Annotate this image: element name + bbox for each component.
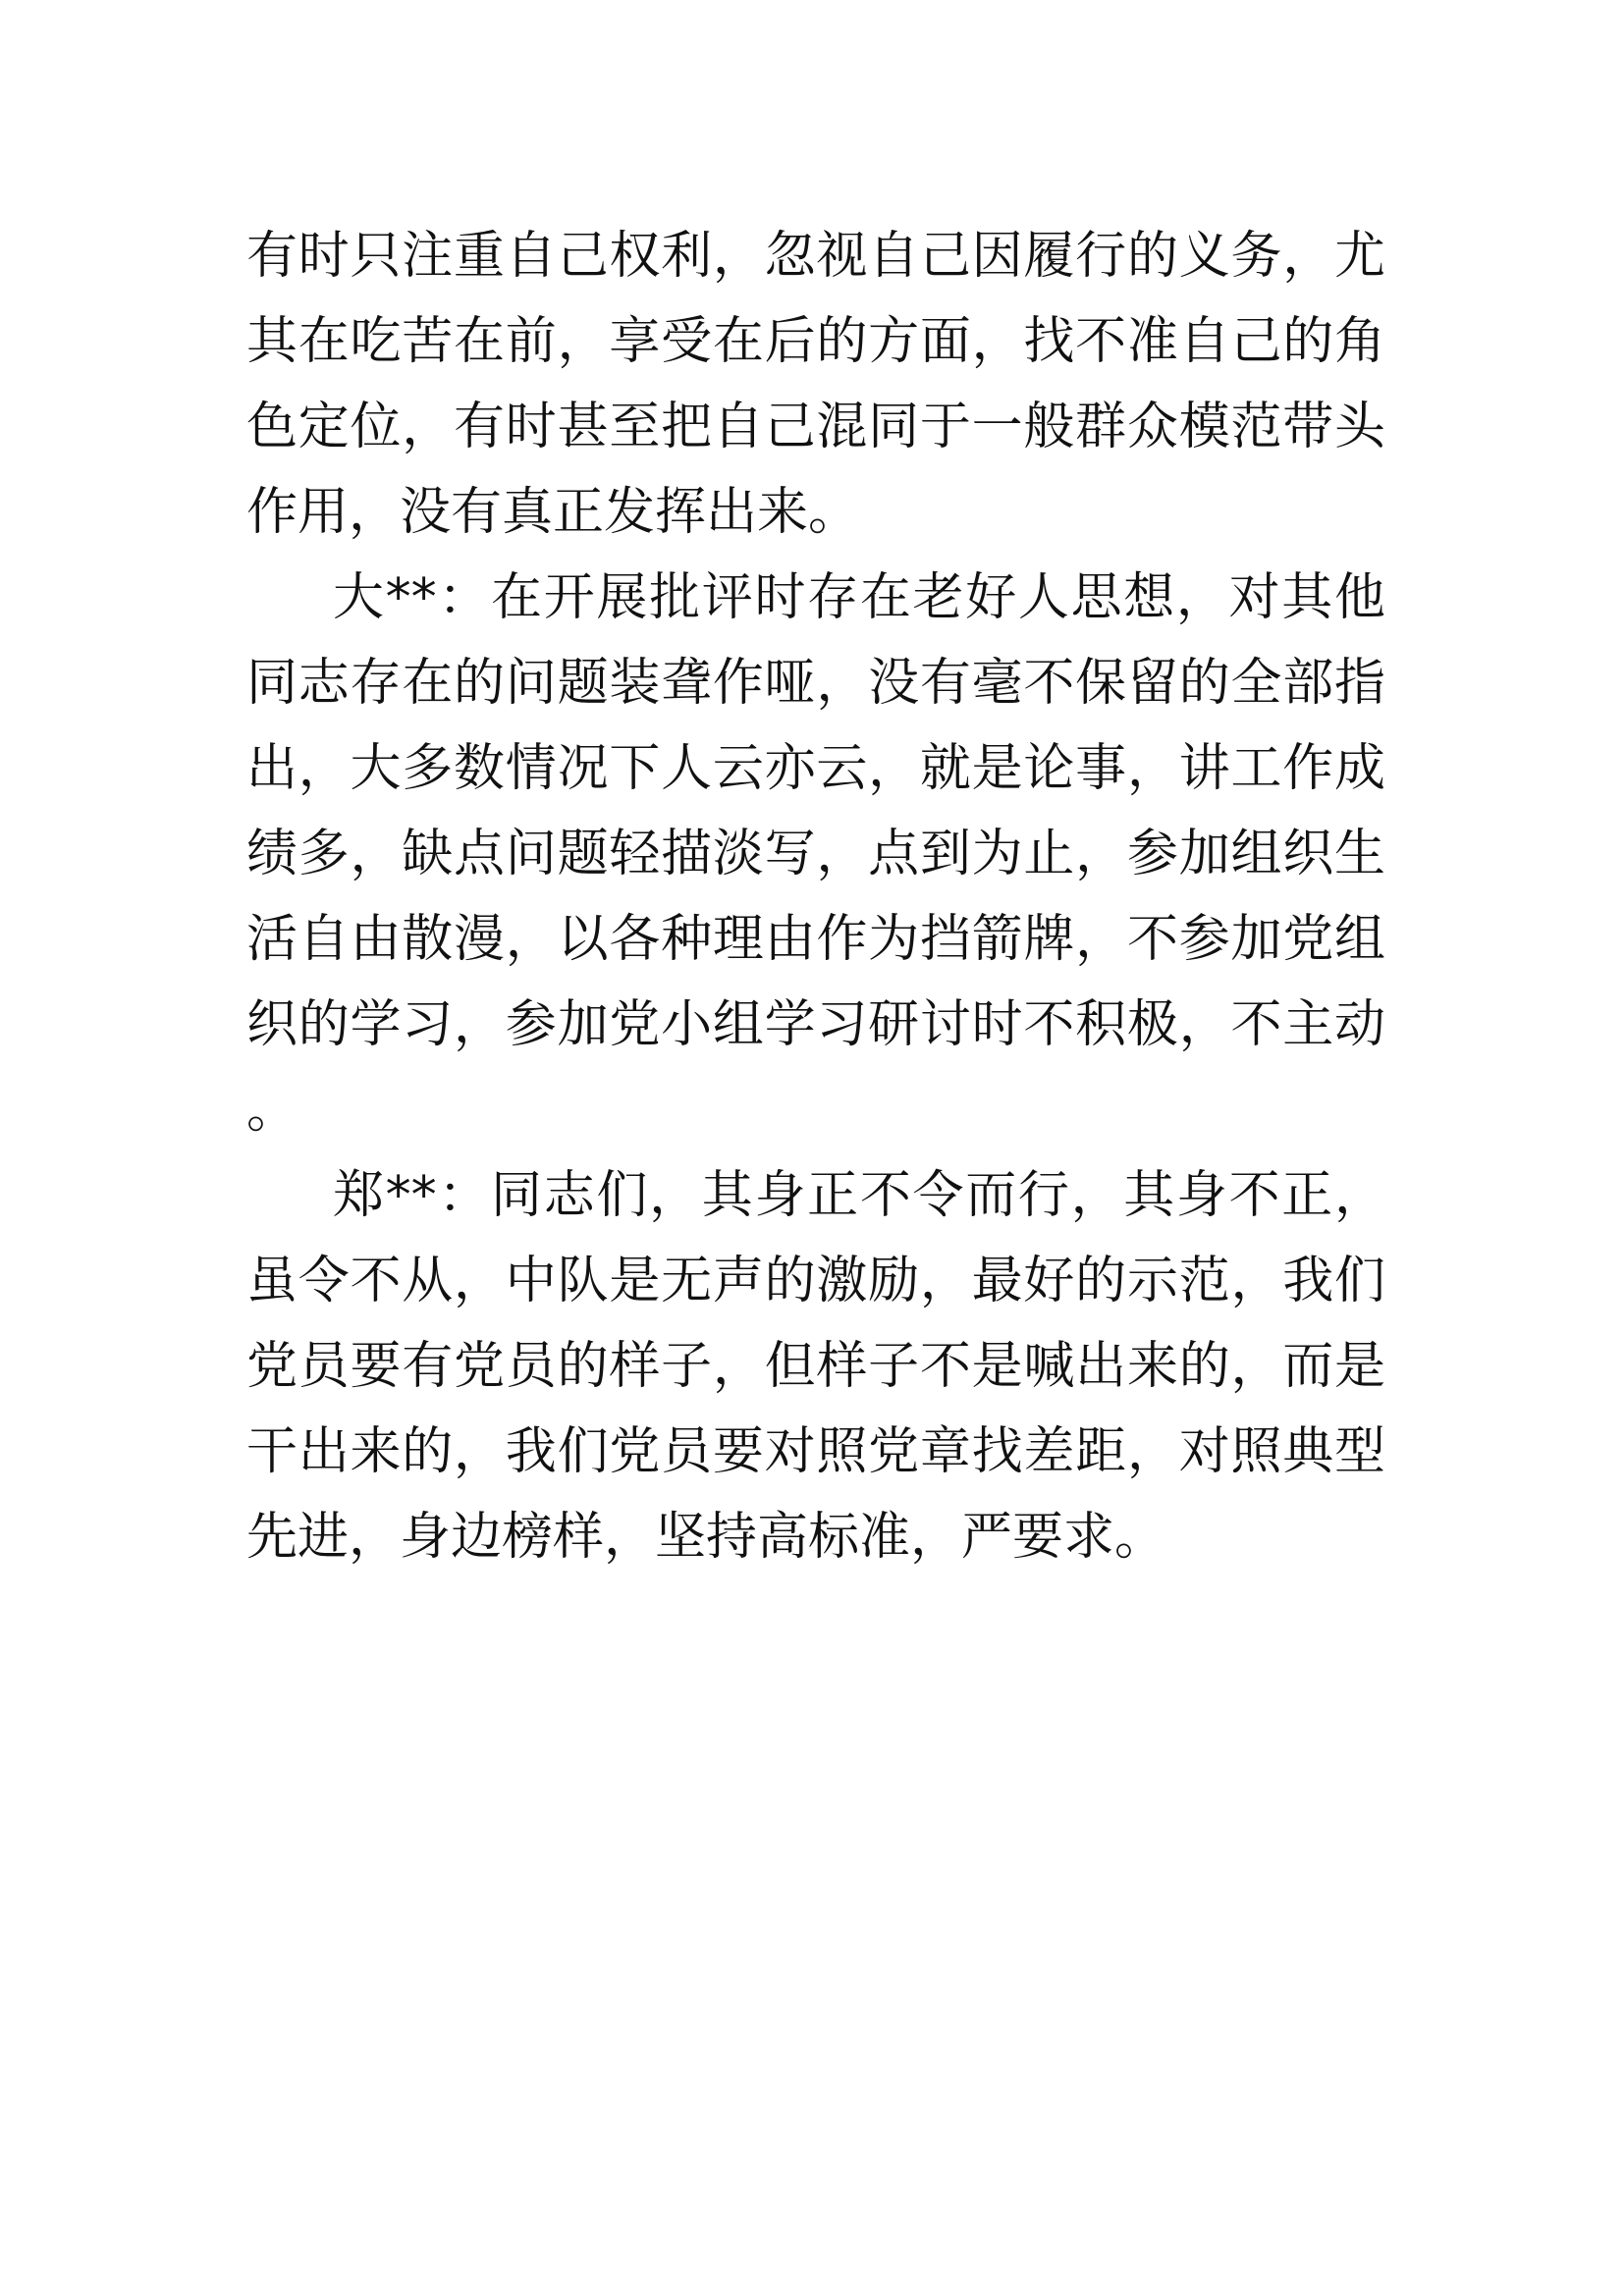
paragraph-continued: 有时只注重自己权利，忽视自己因履行的义务，尤其在吃苦在前，享受在后的方面，找不准自己的角色定位，有时甚至把自己混同于一般群众模范带头作用，没有真正发挥出来。: [246, 227, 1385, 542]
document-body: [246, 214, 1385, 1580]
paragraph-speaker-da: 大**：在开展批评时存在老好人思想，对其他同志存在的问题装聋作哑，没有毫不保留的全部指出，大多数情况下人云亦云，就是论事，讲工作成绩多，缺点问题轻描淡写，点到为止，参加组织生活自由散漫，以各种理由作为挡箭牌，不参加党组织的学习，参加党小组学习研讨时不积极，不主动。: [246, 568, 1385, 1140]
paragraph-speaker-zheng: 郑**：同志们，其身正不令而行，其身不正，虽令不从，中队是无声的激励，最好的示范，我们党员要有党员的样子，但样子不是喊出来的，而是干出来的，我们党员要对照党章找差距，对照典型先进，身边榜样，坚持高标准，严要求。: [246, 1166, 1385, 1567]
